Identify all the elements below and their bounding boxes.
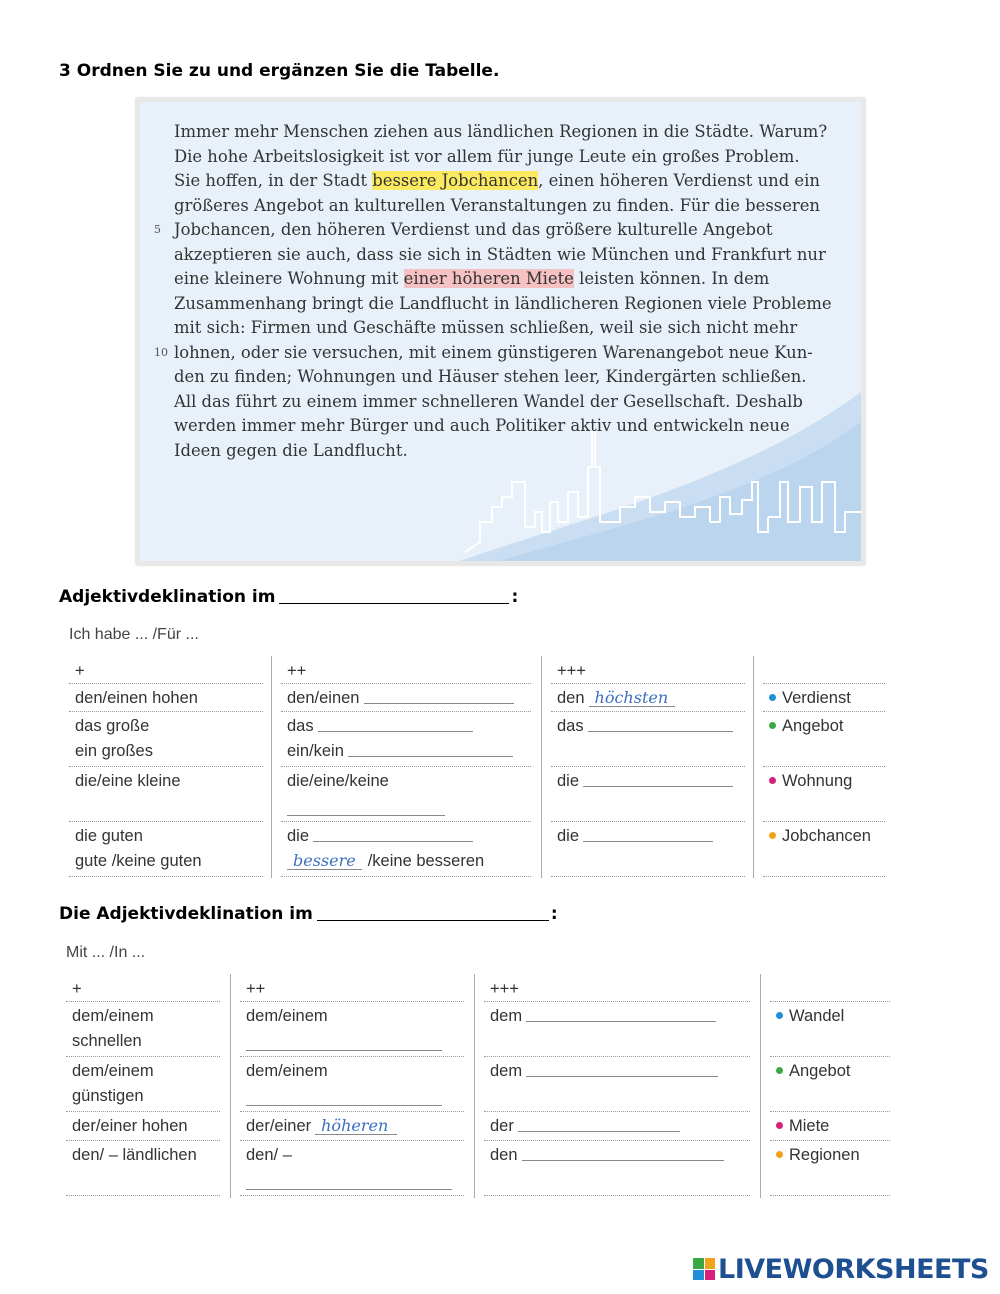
section2-cell: günstigen [72,1087,144,1105]
section2-cell: dem [490,1007,523,1025]
answer-blank[interactable] [522,1147,724,1161]
text-segment: den zu finden; Wohnungen und Häuser stehen leer, Kindergärten schließen. [174,367,807,386]
handwritten-answer[interactable]: höchsten [589,690,675,707]
text-line [174,194,832,219]
noun-label: Regionen [789,1146,860,1164]
noun-label: Wandel [789,1007,845,1025]
section2-heading-blank[interactable] [317,905,549,921]
text-line [174,267,832,292]
text-segment: Jobchancen, den höheren Verdienst und das größere kulturelle Angebot [174,220,773,239]
text-line [174,120,832,145]
plural-dot-icon [776,1151,783,1158]
section1-cell: die guten [75,827,143,845]
text-segment: Sie hoffen, in der Stadt [174,171,373,190]
logo-text: LIVEWORKSHEETS [718,1253,989,1285]
section1-heading [59,587,518,607]
answer-blank[interactable] [526,1008,716,1022]
text-segment: eine kleinere Wohnung mit [174,269,404,288]
feminine-dot-icon [776,1122,783,1129]
noun-label: Angebot [789,1062,851,1080]
section1-cell: den/einen [287,689,360,707]
text-segment: Ideen gegen die Landflucht. [174,440,408,460]
answer-blank[interactable] [246,1176,452,1190]
noun-label: Miete [789,1117,830,1135]
section1-cell: das [287,717,314,735]
answer-blank[interactable] [588,718,733,732]
text-line [174,243,832,268]
section2-cell: dem [490,1062,523,1080]
answer-blank[interactable] [348,743,513,757]
text-segment: Zusammenhang bringt die Landflucht in ländlicheren Regionen viele Probleme [174,293,832,313]
section2-cell: den/ – ländlichen [72,1146,197,1164]
text-segment: lohnen, oder sie versuchen, mit einem günstigeren Warenangebot neue Kun- [174,342,813,362]
answer-blank[interactable] [518,1118,680,1132]
text-line [174,439,832,464]
exercise-title: 3 Ordnen Sie zu und ergänzen Sie die Tabelle. [59,61,500,81]
section2-cell: der/einer [246,1117,312,1135]
section1-cell: ein großes [75,742,153,760]
text-segment: Immer mehr Menschen ziehen aus ländlichen Regionen in die Städte. Warum? [174,122,828,141]
liveworksheets-logo [693,1253,989,1285]
section2-cell: schnellen [72,1032,142,1050]
section1-cell: die [557,772,580,790]
section1-heading-blank[interactable] [279,588,509,604]
answer-blank[interactable] [583,773,733,787]
text-segment: akzeptieren sie auch, dass sie sich in Städten wie München und Frankfurt nur [174,244,826,264]
line-number: 5 [154,223,161,236]
answer-blank[interactable] [287,802,445,816]
section1-table [69,656,889,880]
section1-cell: /keine besseren [367,852,485,870]
noun-label: Verdienst [782,689,851,707]
section1-header-plus: + [75,662,85,680]
text-line [174,316,832,341]
answer-blank[interactable] [246,1037,442,1051]
section2-header-plusplusplus: +++ [490,980,519,998]
text-line [174,292,832,317]
section2-cell: der/einer hohen [72,1117,188,1135]
text-segment: , einen höheren Verdienst und ein [538,171,820,190]
masculine-dot-icon [776,1012,783,1019]
text-segment: größeres Angebot an kulturellen Veranstaltungen zu finden. Für die besseren [174,195,820,215]
reading-text [154,120,832,463]
noun-label: Jobchancen [782,827,871,845]
section1-header-plusplusplus: +++ [557,662,586,680]
text-segment: Die hohe Arbeitslosigkeit ist vor allem für junge Leute ein großes Problem. [174,146,800,166]
text-line [174,414,832,439]
line-number: 10 [154,345,168,359]
section2-cell: dem/einem [72,1062,154,1080]
text-line [154,218,832,243]
section1-intro: Ich habe ... /Für ... [69,626,199,643]
section1-cell: das große [75,717,150,735]
neuter-dot-icon [769,722,776,729]
answer-blank[interactable] [526,1063,718,1077]
feminine-dot-icon [769,777,776,784]
answer-blank[interactable] [313,828,473,842]
answer-blank[interactable] [364,690,514,704]
answer-blank[interactable] [583,828,713,842]
text-line [174,169,832,194]
section1-heading-colon: : [511,587,519,607]
text-segment: werden immer mehr Bürger und auch Politiker aktiv und entwickeln neue [174,416,790,435]
answer-blank[interactable] [318,718,473,732]
section1-heading-text: Adjektivdeklination im [59,587,276,607]
section1-cell: ein/kein [287,742,344,760]
section1-cell: die/eine/keine [287,772,389,790]
section2-cell: der [490,1117,514,1135]
section1-header-plusplus: ++ [287,662,307,680]
highlighted-phrase: einer höheren Miete [403,269,574,288]
text-segment: leisten können. In dem [573,269,770,288]
section1-cell: die [287,827,310,845]
section2-cell: den/ – [246,1146,292,1164]
section2-cell: dem/einem [246,1062,328,1080]
text-segment: mit sich: Firmen und Geschäfte müssen schließen, weil sie sich nicht mehr [174,318,798,337]
section2-intro: Mit ... /In ... [66,944,146,961]
text-line [154,341,832,366]
plural-dot-icon [769,832,776,839]
logo-mark-icon [693,1258,715,1280]
text-line [174,365,832,390]
noun-label: Angebot [782,717,844,735]
section2-heading-colon: : [550,904,558,924]
section2-cell: den [490,1146,518,1164]
reading-text-box [136,98,865,565]
handwritten-answer[interactable]: bessere [287,853,362,870]
section1-cell: den [557,689,585,707]
text-segment: All das führt zu einem immer schnelleren Wandel der Gesellschaft. Deshalb [174,391,803,411]
neuter-dot-icon [776,1067,783,1074]
noun-label: Wohnung [782,772,853,790]
section2-cell: dem/einem [246,1007,328,1025]
section2-cell: dem/einem [72,1007,154,1025]
section2-heading [59,904,558,924]
section1-cell: die/eine kleine [75,772,181,790]
masculine-dot-icon [769,694,776,701]
section1-cell: den/einen hohen [75,689,198,707]
section1-cell: die [557,827,580,845]
handwritten-answer[interactable]: höheren [315,1118,397,1135]
answer-blank[interactable] [246,1092,442,1106]
highlighted-phrase: bessere Jobchancen [372,171,539,190]
section1-cell: das [557,717,584,735]
text-line [174,145,832,170]
section2-header-plusplus: ++ [246,980,266,998]
text-line [174,390,832,415]
section2-heading-text: Die Adjektivdeklination im [59,904,313,924]
section1-cell: gute /keine guten [75,852,202,870]
section2-header-plus: + [72,980,82,998]
section2-table [66,974,892,1200]
